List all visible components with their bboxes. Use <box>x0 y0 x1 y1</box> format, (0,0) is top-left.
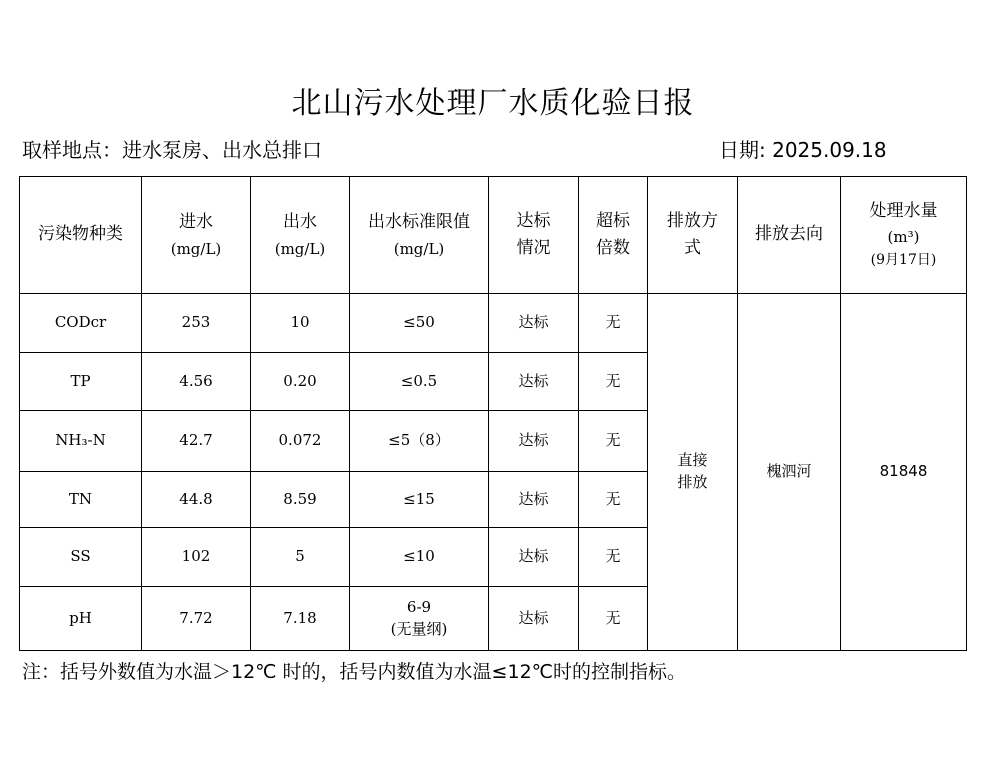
header-mode <box>648 177 738 294</box>
header-volume <box>841 177 967 294</box>
water-quality-table <box>19 176 967 651</box>
header-mode-line2: 式 <box>684 238 701 258</box>
cell-limit: ≤15 <box>350 472 489 528</box>
header-effluent-label: 出水 <box>283 212 317 233</box>
cell-influent: 253 <box>142 294 251 353</box>
cell-exceed: 无 <box>579 353 648 411</box>
cell-discharge-mode <box>648 294 738 651</box>
cell-influent: 44.8 <box>142 472 251 528</box>
cell-limit-range: 6-9 <box>406 597 432 616</box>
header-exceed-line2: 倍数 <box>596 238 630 258</box>
cell-pollutant: NH₃-N <box>20 411 142 472</box>
cell-exceed: 无 <box>579 294 648 353</box>
cell-exceed: 无 <box>579 528 648 587</box>
header-limit-unit: (mg/L) <box>393 239 445 258</box>
cell-influent: 102 <box>142 528 251 587</box>
cell-discharge-destination: 槐泗河 <box>738 294 841 651</box>
cell-exceed: 无 <box>579 411 648 472</box>
header-influent <box>142 177 251 294</box>
cell-exceed: 无 <box>579 587 648 651</box>
cell-limit: ≤50 <box>350 294 489 353</box>
cell-compliance: 达标 <box>489 353 579 411</box>
discharge-mode-line2: 排放 <box>677 473 708 491</box>
cell-pollutant: CODcr <box>20 294 142 353</box>
cell-effluent: 8.59 <box>251 472 350 528</box>
header-mode-line1: 排放方 <box>667 210 718 231</box>
cell-treated-volume: 81848 <box>841 294 967 651</box>
report-date: 日期: 2025.09.18 <box>719 138 887 162</box>
table-row-codcr <box>20 294 967 353</box>
report-title: 北山污水处理厂水质化验日报 <box>291 86 695 121</box>
cell-compliance: 达标 <box>489 472 579 528</box>
cell-compliance: 达标 <box>489 411 579 472</box>
header-pollutant: 污染物种类 <box>20 177 142 294</box>
header-volume-unit: (m³) <box>887 228 920 247</box>
cell-effluent: 0.072 <box>251 411 350 472</box>
footnote: 注：括号外数值为水温＞12℃ 时的，括号内数值为水温≤12℃时的控制指标。 <box>22 661 686 683</box>
cell-effluent: 10 <box>251 294 350 353</box>
cell-compliance: 达标 <box>489 294 579 353</box>
cell-influent: 4.56 <box>142 353 251 411</box>
header-compliance-line2: 情况 <box>516 238 551 258</box>
header-destination: 排放去向 <box>738 177 841 294</box>
header-effluent <box>251 177 350 294</box>
cell-limit: ≤0.5 <box>350 353 489 411</box>
header-influent-label: 进水 <box>179 212 213 233</box>
header-volume-date: (9月17日) <box>870 252 937 269</box>
header-influent-unit: (mg/L) <box>170 239 222 258</box>
cell-limit: ≤5（8） <box>350 411 489 472</box>
header-compliance-line1: 达标 <box>516 210 551 231</box>
cell-effluent: 5 <box>251 528 350 587</box>
cell-exceed: 无 <box>579 472 648 528</box>
header-limit-label: 出水标准限值 <box>368 212 470 233</box>
cell-influent: 7.72 <box>142 587 251 651</box>
header-exceed <box>579 177 648 294</box>
cell-effluent: 0.20 <box>251 353 350 411</box>
header-compliance <box>489 177 579 294</box>
discharge-mode-line1: 直接 <box>677 451 708 470</box>
cell-limit <box>350 587 489 651</box>
table-header-row <box>20 177 967 294</box>
cell-pollutant: pH <box>20 587 142 651</box>
cell-limit: ≤10 <box>350 528 489 587</box>
cell-limit-note: (无量纲) <box>390 619 448 638</box>
cell-compliance: 达标 <box>489 528 579 587</box>
cell-pollutant: TP <box>20 353 142 411</box>
cell-pollutant: TN <box>20 472 142 528</box>
header-volume-label: 处理水量 <box>869 201 938 222</box>
header-limit <box>350 177 489 294</box>
sampling-location: 取样地点：进水泵房、出水总排口 <box>22 138 322 162</box>
cell-pollutant: SS <box>20 528 142 587</box>
cell-effluent: 7.18 <box>251 587 350 651</box>
header-effluent-unit: (mg/L) <box>274 239 326 258</box>
cell-compliance: 达标 <box>489 587 579 651</box>
cell-influent: 42.7 <box>142 411 251 472</box>
header-exceed-line1: 超标 <box>596 210 630 231</box>
